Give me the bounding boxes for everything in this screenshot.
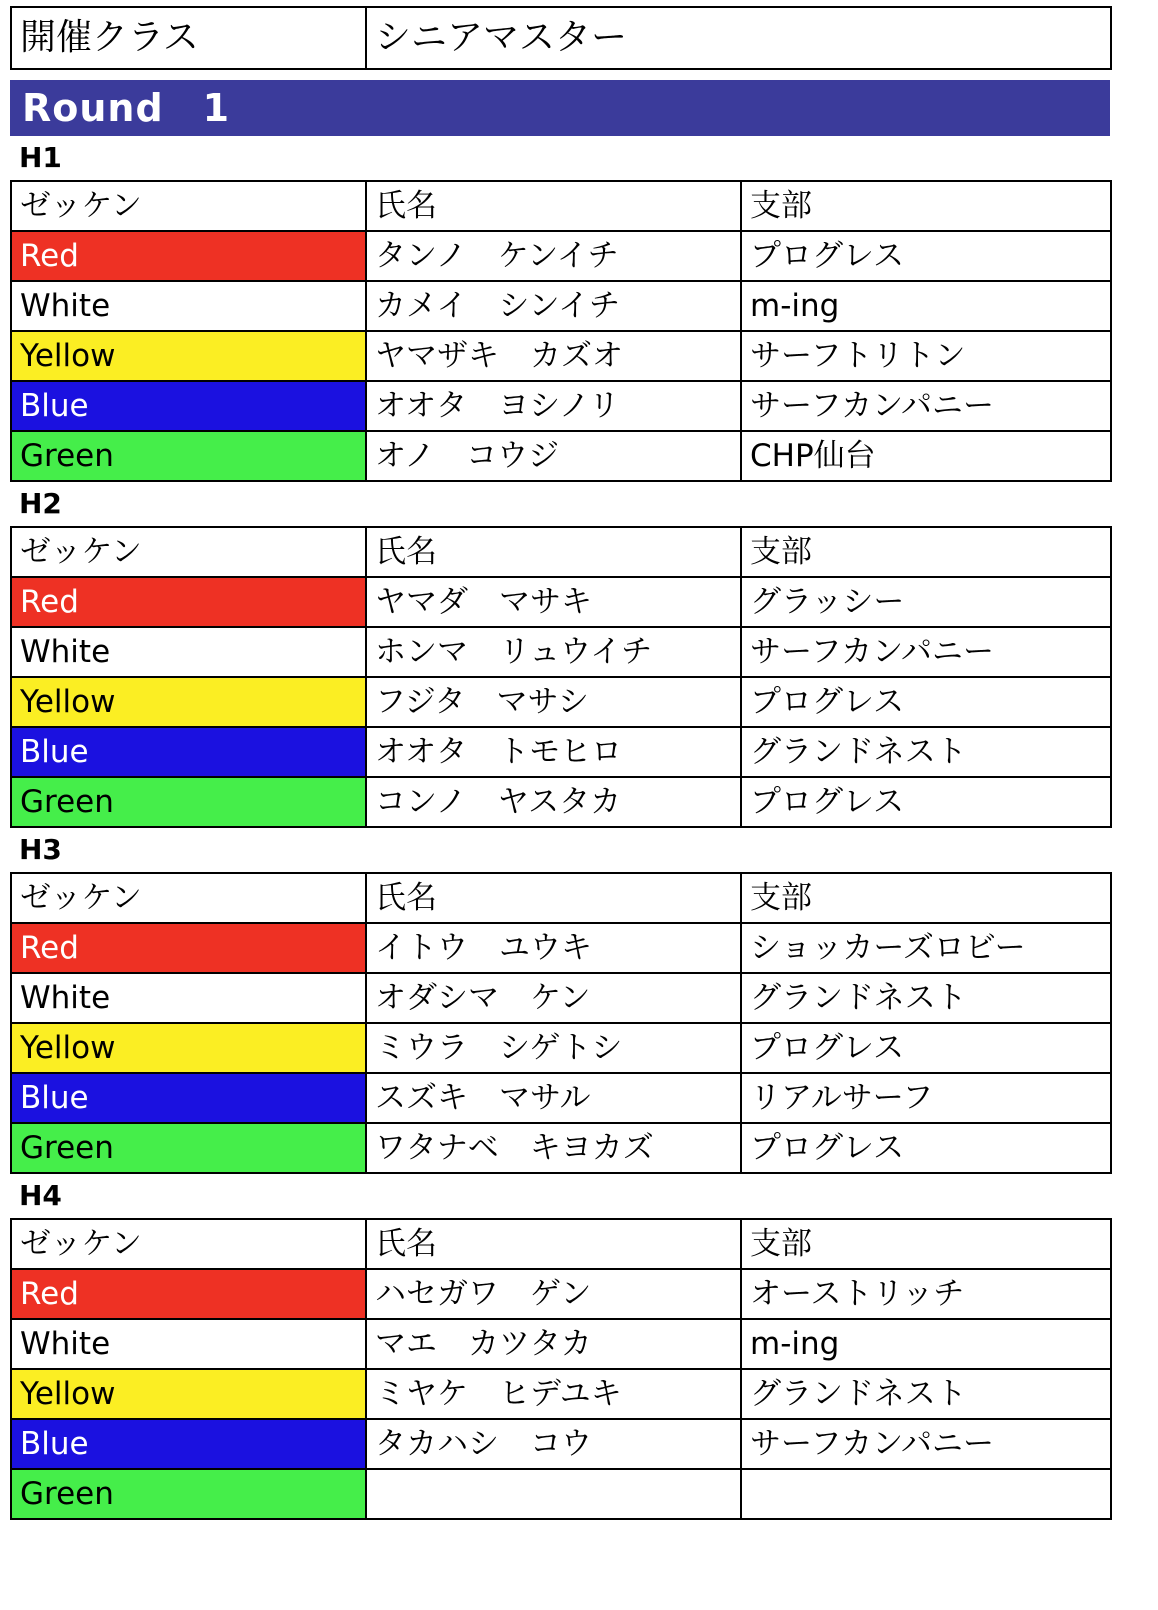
- bib-color-cell: Yellow: [11, 331, 366, 381]
- branch-cell: プログレス: [741, 777, 1111, 827]
- bib-color-cell: Green: [11, 1469, 366, 1519]
- heat-title: H4: [19, 1179, 62, 1212]
- heat-table: [10, 482, 1112, 828]
- competitor-name-cell: コンノ ヤスタカ: [366, 777, 741, 827]
- column-header-bib: ゼッケン: [11, 181, 366, 231]
- table-row: [11, 281, 1111, 331]
- table-row: [11, 1469, 1111, 1519]
- table-row: [11, 973, 1111, 1023]
- bib-color-cell: Red: [11, 577, 366, 627]
- table-row: [11, 231, 1111, 281]
- heat-title-row: [11, 136, 1111, 181]
- bib-color-cell: Blue: [11, 1419, 366, 1469]
- heat-table: [10, 136, 1112, 482]
- heat-title-row: [11, 828, 1111, 873]
- competitor-name-cell: マエ カツタカ: [366, 1319, 741, 1369]
- branch-cell: プログレス: [741, 1123, 1111, 1173]
- competitor-name-cell: ワタナベ キヨカズ: [366, 1123, 741, 1173]
- branch-cell: サーフカンパニー: [741, 627, 1111, 677]
- bib-color-cell: Green: [11, 431, 366, 481]
- branch-cell: [741, 1469, 1111, 1519]
- branch-cell: グランドネスト: [741, 973, 1111, 1023]
- branch-cell: グランドネスト: [741, 1369, 1111, 1419]
- table-row: [11, 627, 1111, 677]
- table-row: [11, 1369, 1111, 1419]
- table-row: [11, 431, 1111, 481]
- table-row: [11, 381, 1111, 431]
- competitor-name-cell: カメイ シンイチ: [366, 281, 741, 331]
- bib-color-cell: Yellow: [11, 1369, 366, 1419]
- column-header-bib: ゼッケン: [11, 1219, 366, 1269]
- bib-color-cell: Blue: [11, 727, 366, 777]
- competitor-name-cell: ヤマザキ カズオ: [366, 331, 741, 381]
- column-header-row: [11, 1219, 1111, 1269]
- column-header-row: [11, 181, 1111, 231]
- branch-cell: CHP仙台: [741, 431, 1111, 481]
- branch-cell: オーストリッチ: [741, 1269, 1111, 1319]
- branch-cell: プログレス: [741, 1023, 1111, 1073]
- bib-color-cell: White: [11, 281, 366, 331]
- competitor-name-cell: ミヤケ ヒデユキ: [366, 1369, 741, 1419]
- table-row: [11, 1073, 1111, 1123]
- bib-color-cell: Green: [11, 777, 366, 827]
- heat-table: [10, 1174, 1112, 1520]
- bib-color-cell: Red: [11, 923, 366, 973]
- competitor-name-cell: オノ コウジ: [366, 431, 741, 481]
- column-header-row: [11, 527, 1111, 577]
- bib-color-cell: White: [11, 973, 366, 1023]
- heat-title: H3: [19, 833, 62, 866]
- competitor-name-cell: オオタ トモヒロ: [366, 727, 741, 777]
- competitor-name-cell: イトウ ユウキ: [366, 923, 741, 973]
- competitor-name-cell: ホンマ リュウイチ: [366, 627, 741, 677]
- branch-cell: リアルサーフ: [741, 1073, 1111, 1123]
- competitor-name-cell: ヤマダ マサキ: [366, 577, 741, 627]
- heat-title-row: [11, 1174, 1111, 1219]
- round-banner: [10, 80, 1110, 136]
- bib-color-cell: Blue: [11, 381, 366, 431]
- table-row: [11, 677, 1111, 727]
- competitor-name-cell: タカハシ コウ: [366, 1419, 741, 1469]
- bib-color-cell: Green: [11, 1123, 366, 1173]
- bib-color-cell: Red: [11, 231, 366, 281]
- spacer: [10, 70, 1110, 80]
- round-label: Round 1: [10, 80, 1110, 136]
- bib-color-cell: Blue: [11, 1073, 366, 1123]
- column-header-branch: 支部: [741, 527, 1111, 577]
- heats-container: [10, 136, 1148, 1520]
- bib-color-cell: Yellow: [11, 1023, 366, 1073]
- heat-title: H1: [19, 141, 62, 174]
- table-row: [11, 727, 1111, 777]
- column-header-branch: 支部: [741, 1219, 1111, 1269]
- branch-cell: サーフカンパニー: [741, 1419, 1111, 1469]
- heat-table: [10, 828, 1112, 1174]
- branch-cell: サーフトリトン: [741, 331, 1111, 381]
- competitor-name-cell: ミウラ シゲトシ: [366, 1023, 741, 1073]
- column-header-row: [11, 873, 1111, 923]
- branch-cell: ショッカーズロビー: [741, 923, 1111, 973]
- column-header-name: 氏名: [366, 181, 741, 231]
- branch-cell: サーフカンパニー: [741, 381, 1111, 431]
- branch-cell: m-ing: [741, 281, 1111, 331]
- column-header-branch: 支部: [741, 181, 1111, 231]
- competitor-name-cell: タンノ ケンイチ: [366, 231, 741, 281]
- table-row: [11, 1269, 1111, 1319]
- competitor-name-cell: フジタ マサシ: [366, 677, 741, 727]
- table-row: [11, 1319, 1111, 1369]
- class-value: シニアマスター: [366, 7, 1111, 69]
- competitor-name-cell: オオタ ヨシノリ: [366, 381, 741, 431]
- table-row: [11, 1023, 1111, 1073]
- bib-color-cell: White: [11, 627, 366, 677]
- bib-color-cell: Red: [11, 1269, 366, 1319]
- column-header-branch: 支部: [741, 873, 1111, 923]
- column-header-name: 氏名: [366, 527, 741, 577]
- column-header-bib: ゼッケン: [11, 527, 366, 577]
- branch-cell: グランドネスト: [741, 727, 1111, 777]
- branch-cell: プログレス: [741, 231, 1111, 281]
- table-row: [11, 1419, 1111, 1469]
- heat-title-row: [11, 482, 1111, 527]
- branch-cell: m-ing: [741, 1319, 1111, 1369]
- bib-color-cell: White: [11, 1319, 366, 1369]
- heat-title: H2: [19, 487, 62, 520]
- table-row: [11, 1123, 1111, 1173]
- branch-cell: プログレス: [741, 677, 1111, 727]
- branch-cell: グラッシー: [741, 577, 1111, 627]
- competitor-name-cell: [366, 1469, 741, 1519]
- class-label: 開催クラス: [11, 7, 366, 69]
- competitor-name-cell: オダシマ ケン: [366, 973, 741, 1023]
- table-row: [11, 331, 1111, 381]
- class-header-table: [10, 6, 1112, 70]
- column-header-name: 氏名: [366, 1219, 741, 1269]
- column-header-name: 氏名: [366, 873, 741, 923]
- round-banner-table: [10, 70, 1110, 136]
- table-row: [11, 923, 1111, 973]
- column-header-bib: ゼッケン: [11, 873, 366, 923]
- table-row: [11, 577, 1111, 627]
- competitor-name-cell: スズキ マサル: [366, 1073, 741, 1123]
- table-row: [11, 777, 1111, 827]
- class-header-row: [11, 7, 1111, 69]
- bib-color-cell: Yellow: [11, 677, 366, 727]
- competitor-name-cell: ハセガワ ゲン: [366, 1269, 741, 1319]
